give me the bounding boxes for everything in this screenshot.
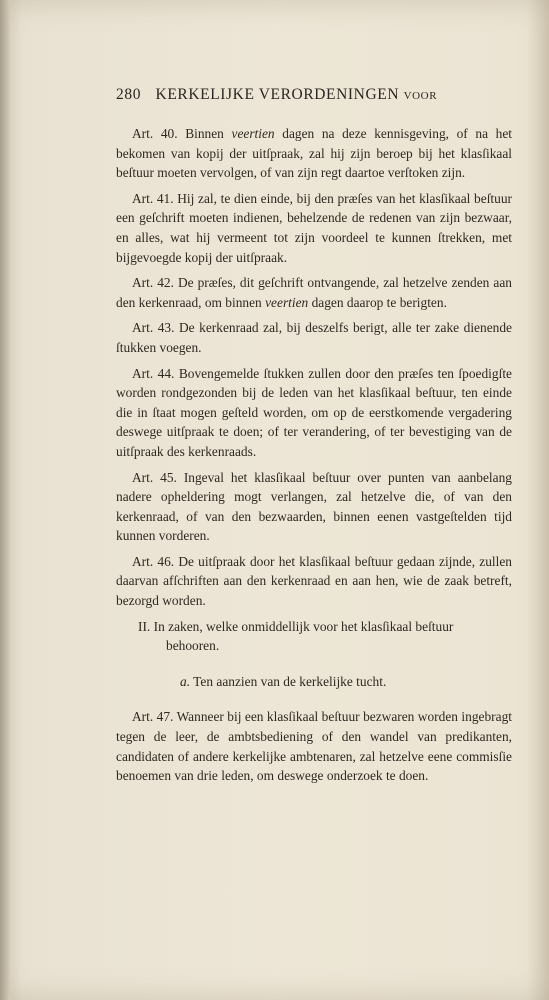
section-number: II.: [138, 618, 151, 634]
article-label: Art. 45.: [132, 469, 177, 485]
article-44: [116, 364, 512, 462]
article-label: Art. 44.: [132, 365, 175, 381]
article-text: De uitſpraak door het klasſikaal beſtuur gedaan zijnde, zullen daarvan afſchriften aan den kerkenraad en aan hen, wie de zaak betreft, bezorgd worden.: [116, 553, 512, 609]
page-gutter: [0, 0, 10, 1000]
article-label: Art. 47.: [132, 709, 174, 725]
running-title: KERKELIJKE VERORDENINGEN voor: [155, 86, 438, 103]
page-body: [116, 124, 512, 792]
article-text: De kerkenraad zal, bij deszelfs berigt, alle ter zake dienende ſtukken voegen.: [116, 320, 512, 355]
subheading-letter: a.: [180, 673, 191, 689]
section-heading: [116, 617, 512, 656]
article-label: Art. 41.: [132, 190, 174, 206]
article-text: Hij zal, te dien einde, bij den præſes van het klasſikaal beſtuur een geſchrift moeten indienen, behelzende de redenen van zijn bezwaar, en alles, wat hij vermeent tot zijn voordeel te kunnen ſtrekken, met bijgevoegde kopij der uitſpraak.: [116, 190, 512, 265]
article-text: Ingeval het klasſikaal beſtuur over punten van aanbelang nadere opheldering mogt verlangen, zal hetzelve die, of van den kerkenraad, of van den bezwaarden, binnen eenen vastgeſtelden tijd kunnen vorderen.: [116, 469, 512, 544]
article-text: Bovengemelde ſtukken zullen door den præſes ten ſpoedigſte worden rondgezonden bij de leden van het klasſikaal beſtuur, ten einde die in ſtaat mogen geſteld worden, om op de eerstkomende vergadering deswege uitſpraak te doen; of ter verandering, of ter bevestiging van de uitſpraak des kerkenraads.: [116, 365, 512, 459]
article-46: [116, 552, 512, 611]
running-header: [116, 86, 516, 104]
section-title-line2: behooren.: [166, 638, 220, 654]
article-41: [116, 189, 512, 267]
article-43: [116, 318, 512, 357]
article-label: Art. 42.: [132, 275, 174, 291]
article-40: Art. 40. Binnen veertien dagen na deze kennisgeving, of na het bekomen van kopij der uitſpraak, zal hij zijn beroep bij het klasſikaal beſtuur moeten vervolgen, of van zijn regt daartoe verſtoken zijn.: [116, 126, 512, 181]
article-label: Art. 46.: [132, 553, 175, 569]
article-45: [116, 468, 512, 546]
article-47: [116, 707, 512, 785]
page-number: 280: [116, 86, 142, 103]
article-label: Art. 43.: [132, 320, 175, 336]
italic-term: veertien: [231, 126, 275, 141]
section-title-line1: In zaken, welke onmiddellijk voor het klasſikaal beſtuur: [153, 618, 454, 634]
article-42: Art. 42. De præſes, dit geſchrift ontvangende, zal hetzelve zenden aan den kerkenraad, om binnen veertien dagen daarop te berigten.: [116, 275, 512, 310]
subheading: [180, 672, 512, 692]
article-text: Wanneer bij een klasſikaal beſtuur bezwaren worden ingebragt tegen de leer, de ambtsbediening of den wandel van predikanten, candidaten of andere kerkelijke ambtenaren, zal hetzelve eene commisſie benoemen van drie leden, om deswege onderzoek te doen.: [116, 709, 512, 784]
italic-term: veertien: [265, 294, 309, 310]
article-label: Art. 40.: [132, 126, 178, 141]
subheading-text: Ten aanzien van de kerkelijke tucht.: [193, 673, 387, 689]
